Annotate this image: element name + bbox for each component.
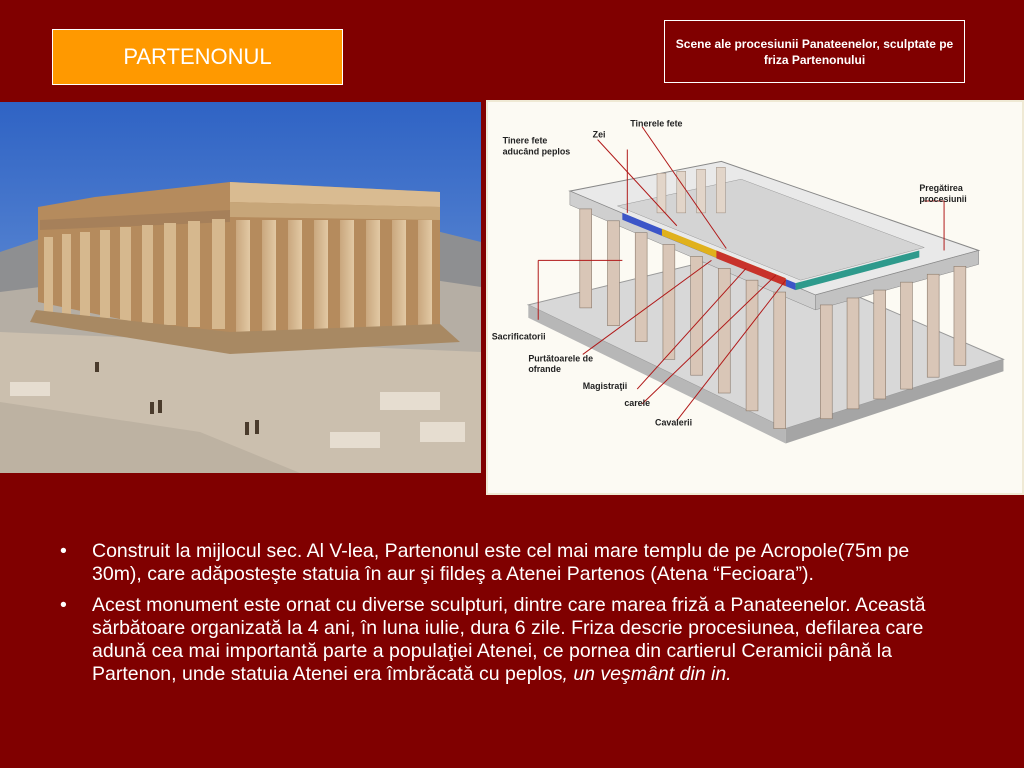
label-cavalerii: Cavalerii [655,417,693,428]
label-zei: Zei [592,129,606,140]
label-sacrificatorii: Sacrificatorii [491,331,546,342]
bullet-item [60,540,960,586]
bullet-list [60,540,960,694]
label-tinere-fete-peplos: Tinere fete aducând peplos [502,135,571,157]
label-pregatirea: Pregătirea procesiunii [919,183,967,204]
label-magistratii: Magistraţii [582,381,628,392]
slide-title: PARTENONUL [52,29,343,85]
bullet-marker: • [60,594,67,616]
bullet-text: Construit la mijlocul sec. Al V-lea, Partenonul este cel mai mare templu de pe Acropole(75m pe 30m), care adăposteşte statuia în aur şi fildeş a Atenei Partenos (Atena “Fecioara”). [92,540,910,585]
frieze-diagram [486,100,1024,495]
bullet-marker: • [60,540,67,562]
label-purtatoarele: Purtătoarele de ofrande [528,353,594,375]
bullet-text-italic: , un veşmânt din in. [562,663,732,685]
bullet-item [60,594,960,686]
label-carele: carele [624,397,651,408]
bullet-text: Acest monument este ornat cu diverse sculpturi, dintre care marea friză a Panateenelor. Această sărbătoare organizată la 4 ani, în luna iulie, dura 6 zile. Friza descrie procesiunea, defilarea care adună cea mai importantă parte a populaţiei Atenei, ce pornea din cartierul Ceramicii până la Partenon, unde statuia Atenei era îmbrăcată cu peplos [92,594,926,685]
parthenon-photo [0,102,481,473]
label-tinerele-fete: Tinerele fete [630,118,683,129]
frieze-caption: Scene ale procesiunii Panateenelor, sculptate pe friza Partenonului [664,20,965,83]
